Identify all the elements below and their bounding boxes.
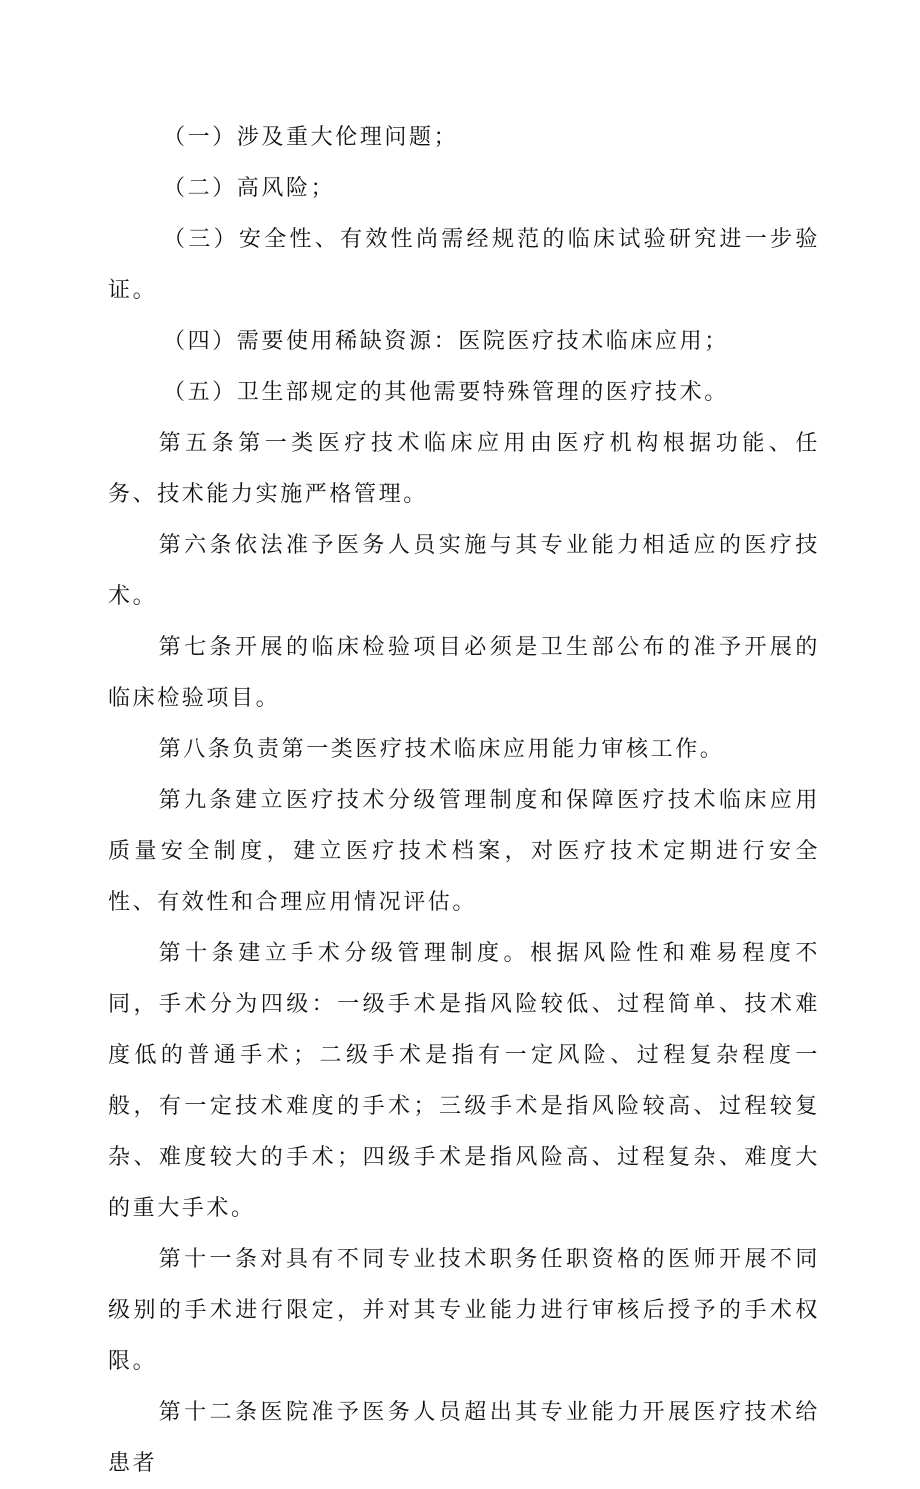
article-8: 第八条负责第一类医疗技术临床应用能力审核工作。 <box>158 737 725 762</box>
document-body <box>108 112 820 1489</box>
article-5: 第五条第一类医疗技术临床应用由医疗机构根据功能、任务、技术能力实施严格管理。 <box>108 431 820 507</box>
article-9: 第九条建立医疗技术分级管理制度和保障医疗技术临床应用质量安全制度，建立医疗技术档案，对医疗技术定期进行安全性、有效性和合理应用情况评估。 <box>108 788 820 915</box>
list-item-2: （二）高风险； <box>163 176 336 201</box>
list-item-4: （四）需要使用稀缺资源：医院医疗技术临床应用； <box>163 329 729 354</box>
list-item-1: （一）涉及重大伦理问题； <box>163 125 459 150</box>
article-11: 第十一条对具有不同专业技术职务任职资格的医师开展不同级别的手术进行限定，并对其专业能力进行审核后授予的手术权限。 <box>108 1247 820 1374</box>
article-12: 第十二条医院准予医务人员超出其专业能力开展医疗技术给患者 <box>108 1400 820 1476</box>
list-item-3: （三）安全性、有效性尚需经规范的临床试验研究进一步验证。 <box>108 227 820 303</box>
list-item-5: （五）卫生部规定的其他需要特殊管理的医疗技术。 <box>163 380 729 405</box>
article-10: 第十条建立手术分级管理制度。根据风险性和难易程度不同，手术分为四级：一级手术是指风险较低、过程简单、技术难度低的普通手术；二级手术是指有一定风险、过程复杂程度一般，有一定技术难度的手术；三级手术是指风险较高、过程较复杂、难度较大的手术；四级手术是指风险高、过程复杂、难度大的重大手术。 <box>108 941 820 1221</box>
article-6: 第六条依法准予医务人员实施与其专业能力相适应的医疗技术。 <box>108 533 820 609</box>
article-7: 第七条开展的临床检验项目必须是卫生部公布的准予开展的临床检验项目。 <box>108 635 820 711</box>
